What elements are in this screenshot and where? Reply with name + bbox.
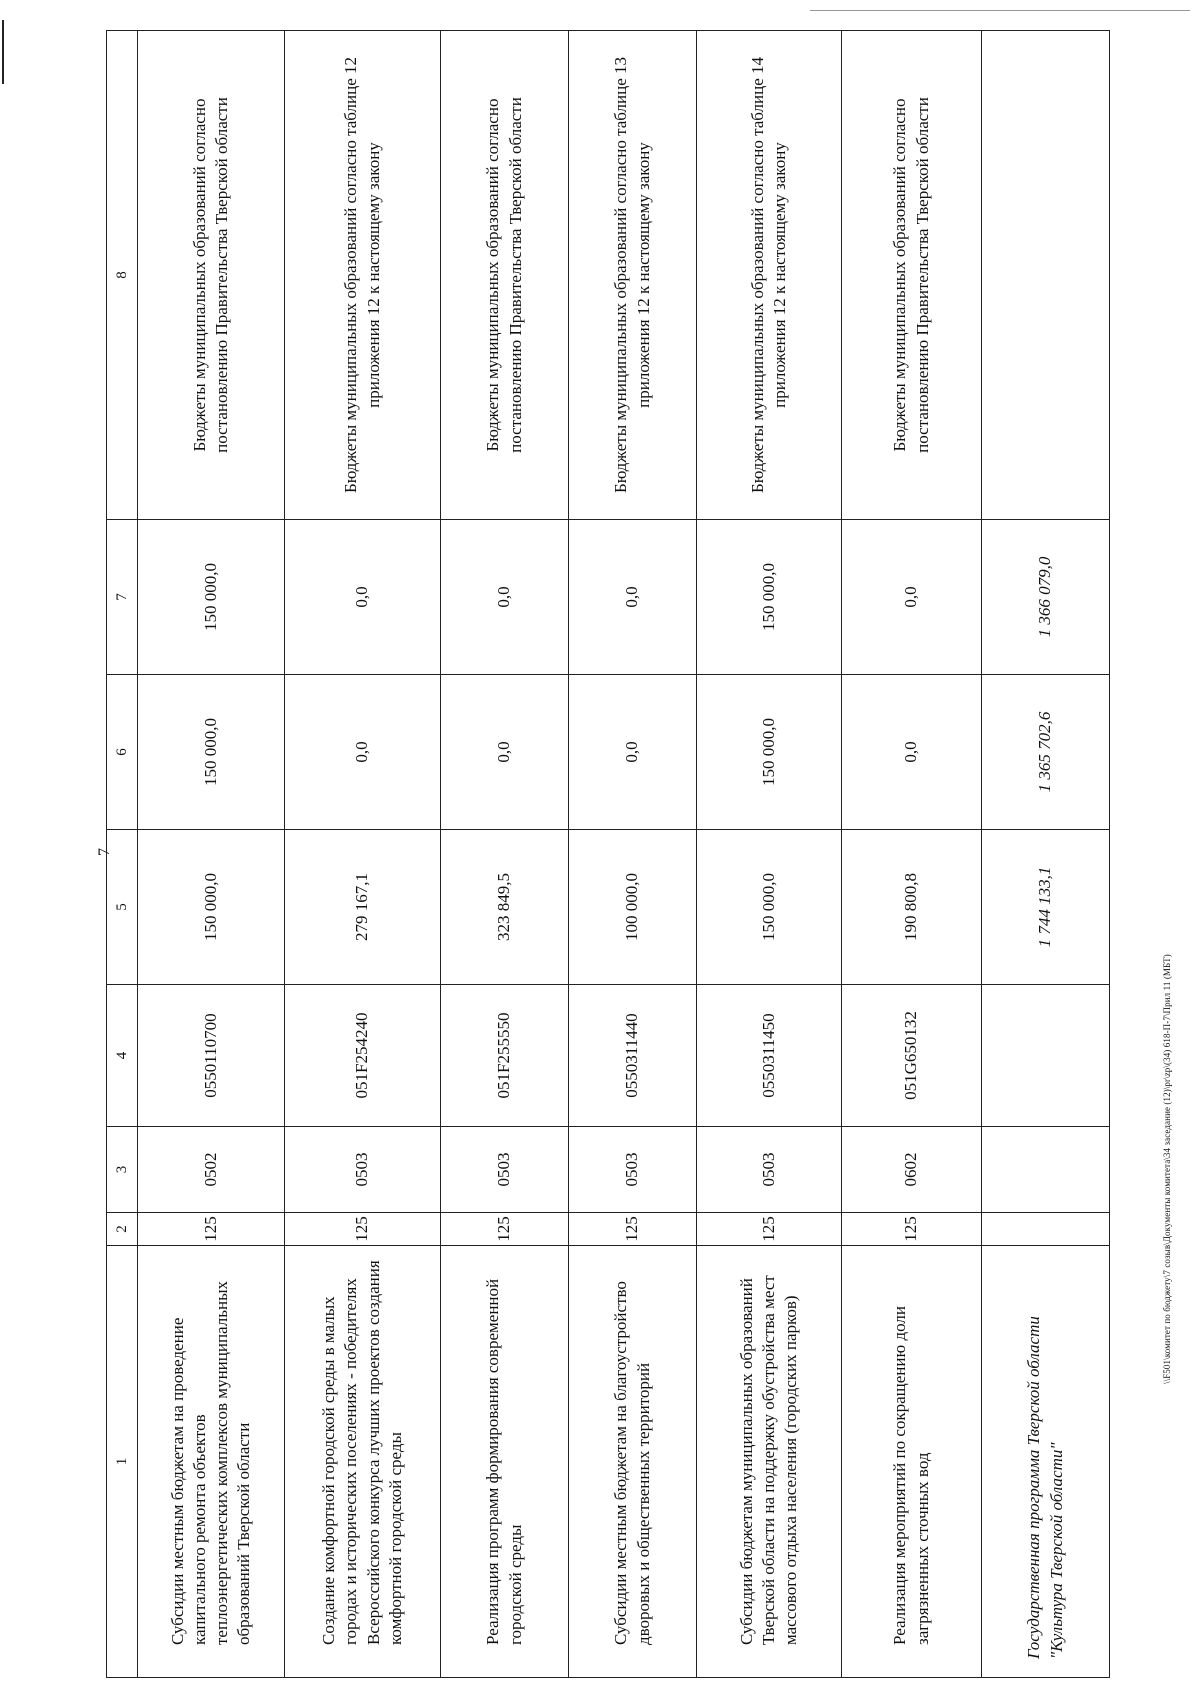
row-code: 125 xyxy=(569,1213,697,1246)
row-recipient: Бюджеты муниципальных образований согласно таблице 13 приложения 12 к настоящему закону xyxy=(569,31,697,520)
row-value-7: 0,0 xyxy=(842,520,982,675)
row-name: Субсидии местным бюджетам на проведение капитального ремонта объектов теплоэнергетических комплексов муниципальных образований Тверской области xyxy=(138,1246,285,1678)
row-section xyxy=(982,1127,1110,1213)
row-section: 0503 xyxy=(569,1127,697,1213)
row-article: 0550311450 xyxy=(697,985,842,1127)
header-cell: 3 xyxy=(107,1127,138,1213)
row-value-5: 150 000,0 xyxy=(138,830,285,985)
row-article: 051G650132 xyxy=(842,985,982,1127)
row-value-7: 0,0 xyxy=(569,520,697,675)
row-value-5: 323 849,5 xyxy=(441,830,569,985)
row-value-7: 150 000,0 xyxy=(697,520,842,675)
row-article: 051F254240 xyxy=(285,985,441,1127)
row-name: Создание комфортной городской среды в малых городах и исторических поселениях - победителях Всероссийского конкурса лучших проектов создания комфортной городской среды xyxy=(285,1246,441,1678)
row-value-5: 279 167,1 xyxy=(285,830,441,985)
row-code: 125 xyxy=(441,1213,569,1246)
row-code: 125 xyxy=(138,1213,285,1246)
budget-table xyxy=(106,30,1110,1678)
header-cell: 1 xyxy=(107,1246,138,1678)
table-row xyxy=(285,31,441,1678)
row-section: 0602 xyxy=(842,1127,982,1213)
row-article: 0550110700 xyxy=(138,985,285,1127)
row-value-5: 150 000,0 xyxy=(697,830,842,985)
table-row xyxy=(441,31,569,1678)
row-value-6: 0,0 xyxy=(441,675,569,830)
row-value-7: 1 366 079,0 xyxy=(982,520,1110,675)
row-name: Реализация программ формирования современной городской среды xyxy=(441,1246,569,1678)
header-cell: 2 xyxy=(107,1213,138,1246)
header-cell: 5 xyxy=(107,830,138,985)
header-cell: 4 xyxy=(107,985,138,1127)
row-value-5: 100 000,0 xyxy=(569,830,697,985)
row-recipient: Бюджеты муниципальных образований согласно таблице 14 приложения 12 к настоящему закону xyxy=(697,31,842,520)
row-value-5: 190 800,8 xyxy=(842,830,982,985)
row-value-6: 1 365 702,6 xyxy=(982,675,1110,830)
row-section: 0503 xyxy=(697,1127,842,1213)
row-recipient: Бюджеты муниципальных образований согласно постановлению Правительства Тверской области xyxy=(842,31,982,520)
row-name: Государственная программа Тверской области "Культура Тверской области" xyxy=(982,1246,1110,1678)
file-path-footer: \\F501\комитет по бюджету\7 созыв\Документы комитета\34 заседание (12)\pr\zp\(34) 618-П-7\Прил 11 (МБТ) xyxy=(1162,954,1172,1384)
row-value-5: 1 744 133,1 xyxy=(982,830,1110,985)
row-section: 0503 xyxy=(441,1127,569,1213)
table-row xyxy=(697,31,842,1678)
table-row-total xyxy=(982,31,1110,1678)
header-cell: 6 xyxy=(107,675,138,830)
row-value-7: 150 000,0 xyxy=(138,520,285,675)
row-recipient: Бюджеты муниципальных образований согласно таблице 12 приложения 12 к настоящему закону xyxy=(285,31,441,520)
row-recipient: Бюджеты муниципальных образований согласно постановлению Правительства Тверской области xyxy=(441,31,569,520)
row-name: Реализация мероприятий по сокращению доли загрязненных сточных вод xyxy=(842,1246,982,1678)
row-value-6: 150 000,0 xyxy=(697,675,842,830)
row-name: Субсидии местным бюджетам на благоустройство дворовых и общественных территорий xyxy=(569,1246,697,1678)
row-value-6: 150 000,0 xyxy=(138,675,285,830)
row-code: 125 xyxy=(285,1213,441,1246)
row-code: 125 xyxy=(697,1213,842,1246)
row-value-6: 0,0 xyxy=(569,675,697,830)
header-cell: 7 xyxy=(107,520,138,675)
row-article: 051F255550 xyxy=(441,985,569,1127)
row-name: Субсидии бюджетам муниципальных образований Тверской области на поддержку обустройства мест массового отдыха населения (городских парков) xyxy=(697,1246,842,1678)
row-recipient: Бюджеты муниципальных образований согласно постановлению Правительства Тверской области xyxy=(138,31,285,520)
page-number: 7 xyxy=(96,848,113,856)
row-section: 0502 xyxy=(138,1127,285,1213)
row-value-7: 0,0 xyxy=(285,520,441,675)
row-value-6: 0,0 xyxy=(285,675,441,830)
row-value-7: 0,0 xyxy=(441,520,569,675)
row-article: 0550311440 xyxy=(569,985,697,1127)
row-code xyxy=(982,1213,1110,1246)
row-code: 125 xyxy=(842,1213,982,1246)
header-row xyxy=(107,31,138,1678)
header-cell: 8 xyxy=(107,31,138,520)
table-row xyxy=(569,31,697,1678)
table-row xyxy=(138,31,285,1678)
table-row xyxy=(842,31,982,1678)
row-section: 0503 xyxy=(285,1127,441,1213)
row-recipient xyxy=(982,31,1110,520)
row-article xyxy=(982,985,1110,1127)
row-value-6: 0,0 xyxy=(842,675,982,830)
